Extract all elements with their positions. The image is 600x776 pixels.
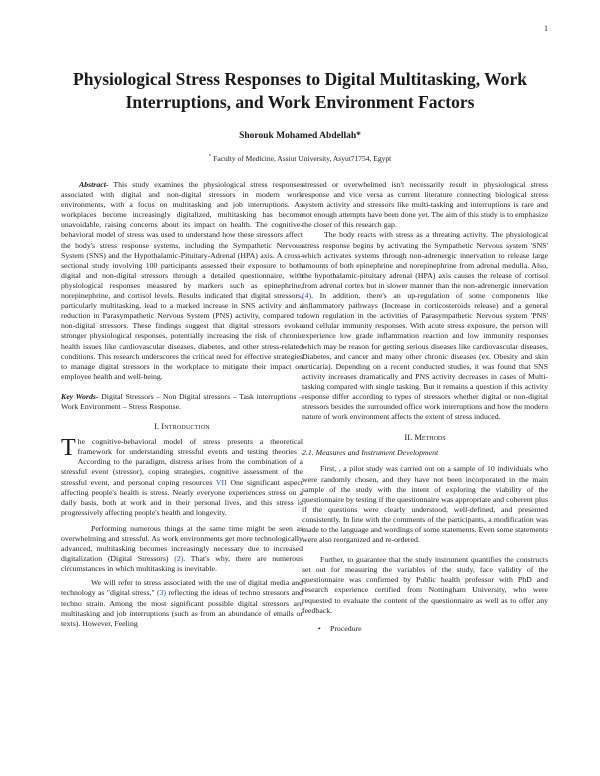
methods-numeral: II. [404,432,413,443]
intro-heading: Introduction [161,421,210,432]
intro-paragraph-3 [61,578,303,628]
methods-paragraph-2: Further, to guarantee that the study instrument quantifies the constructs set out for measuring the variables of the study, face validity of the questionnaire was confirmed by Public health professor with PhD and research experience certified from Nottingham University, who were requested to evaluate the content of the questionnaire as well as to offer any feedback. [302,555,548,615]
paper-title: Physiological Stress Responses to Digital Multitasking, Work Interruptions, and Work Environment Factors [73,69,527,112]
citation-link[interactable]: (3) [156,588,167,598]
abstract-label: Abstract- [79,180,109,189]
intro-p3-text-b: reflecting the ideas of techno stressors and techno strain. Among the most significant possible digital stressors are multitasking and job interruptions (such as from an abundance of emails or texts). However, Feeling [61,588,303,628]
right-paragraph-continued: stressed or overwhelmed isn't necessarily result in physiological stress response and vice versa as current literature connecting biological stress system activity and stressors like multi-tasking and interruptions is rare and not enough attempts have been done yet. The aim of this study is to emphasize the closer of this research gap. [302,180,548,230]
dropcap-letter: T [61,435,76,462]
intro-paragraph-2 [61,524,303,574]
intro-p1-text-a: he cognitive-behavioral model of stress presents a theoretical framework for understanding stressful events and testing theories . According to the paradigm, distress arises from the combination of a stressful event (stressor), coping strategies, cognitive assessment of the stressful event, and personal coping resources [61,437,303,487]
citation-link[interactable]: VII [215,477,227,487]
right-body-text-b: . In addition, there's an up-regulation of some components like inflammatory pathways (Increase in corticosteroids release) and a general down regulation in the activities of Parasympathetic Nervous system 'PNS' and cellular immunity responses. With acute stress exposure, the person will experience low grade inflammation reaction and low immunity responses which may be reason for getting serious diseases like cardiovascular diseases, Diabetes, and cancer and many other chronic diseases (ex. Obesity and skin urticaria). Depending on a recent conducted studies, it was found that SNS activity increases dramatically and PNS activity decreases in cases of Multi-tasking compared with single tasking. But it remains a question if this activity response differ according to types of stressors whether digital or non-digital stressors besides the surrounded office work interruptions and how the modern nature of work environment affects the extent of stress induced. [302,291,548,422]
right-paragraph-body [302,230,548,422]
affiliation-mark: * [208,154,212,160]
subsection-heading: 2.1. Measures and Instrument Development [302,448,439,458]
left-column [61,180,303,629]
abstract-text: This study examines the physiological stress responses associated with digital and non-digital stressors in modern work environments, with a focus on multitasking and job interruptions. As workplaces become increasingly digitalized, multitasking has become unavoidable, raising concerns about its impact on health. The cognitive-behavioral model of stress was used to understand how these stressors affect the body's stress response systems, including the Sympathetic Nervous System (SNS) and the Hypothalamic-Pituitary-Adrenal (HPA) axis. A cross-sectional study involving 100 participants assessed their exposure to both digital and non-digital stressors through a detailed questionnaire, with physiological responses measured by markers such as epinephrine, norepinephrine, and cortisol levels. Results indicated that digital stressors, particularly multitasking, lead to a marked increase in SNS activity and a reduction in Parasympathetic Nervous System (PNS) activity, compared to non-digital stressors. These findings suggest that digital stressors evoke stronger physiological responses, potentially increasing the risk of chronic health issues like cardiovascular diseases, diabetes, and other stress-related conditions. This research underscores the critical need for effective strategies to manage digital stressors in the workplace to mitigate their impact on employee health and well-being. [61,180,303,381]
intro-p2-text-b: . That's why, there are numerous circumstances in which multitasking is inevitable. [61,554,303,574]
intro-numeral: I. [154,421,160,432]
intro-p1-text-b: One significant aspect affecting people's health is stress. Nearly everyone experiences stress on a daily basis, both at work and in their personal lives, and this stress is progressively affecting people's health and longevity. [61,477,303,517]
keywords-text: Digital Stressors – Non Digital stressors – Task interruptions – Work Environment – Stress Response. [61,391,303,411]
methods-heading: Methods [414,432,446,443]
keywords-label: Key Words- [61,391,99,401]
section-heading-introduction [61,421,303,431]
author-name: Shorouk Mohamed Abdellah* [239,131,361,141]
bullet-item-procedure: • Procedure [302,624,548,634]
keywords [61,392,303,412]
affiliation [40,154,560,163]
affiliation-text: Faculty of Medicine, Assiut University, Asyut71754, Egypt [213,154,392,163]
right-column [302,180,548,634]
intro-paragraph-1 [61,437,303,518]
section-heading-methods [302,432,548,442]
right-body-text-a: The body reacts with stress as a threating activity. The physiological stress response begins by activating the Sympathetic Nervous system 'SNS' which activates systems through non-adrenergic innervation to release large amounts of both epinephrine and norepinephrine from adrenal medulla. Also, the hypothalamic-pituitary adrenal (HPA) axis causes the release of cortisol from adrenal cortex but in slower manner than the non-adrenergic innervation [302,230,548,290]
citation-link[interactable]: (2) [174,554,184,564]
abstract [61,180,303,382]
page-number: 1 [544,24,548,33]
methods-paragraph-1: First, , a pilot study was carried out on a sample of 10 individuals who were randomly chosen, and they have not been incorporated in the main sample of the study with the intent of exploring the viability of the questionnaire by testing if the questionnaire was appropriate and coherent plus if the questions were clearly understood, well-defined, and presented consistently. In line with the comments of the participants, a modification was made to the language and wordings of some statements. Even some statements were also reorganized and re-ordered. [302,464,548,545]
intro-p3-text-a: We will refer to stress associated with the use of digital media and technology as "digital stress," [61,578,303,598]
intro-p2-text-a: Performing numerous things at the same time might be seen as overwhelming and stressful. As work environments get more technologically advanced, multitasking becomes increasingly necessary due to increased digitalization (Digital Stressors) [61,523,303,564]
citation-link[interactable]: (4) [302,291,312,301]
